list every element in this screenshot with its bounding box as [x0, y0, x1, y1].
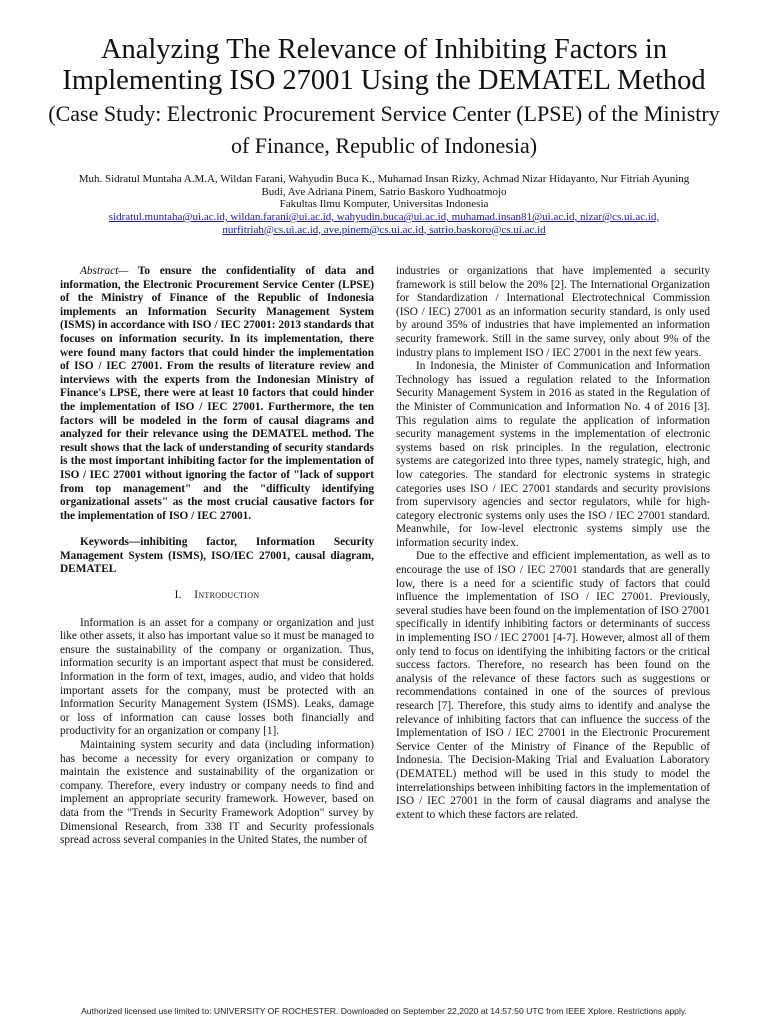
right-paragraph-2: In Indonesia, the Minister of Communication and Information Technology has issued a regulation related to the Information Security Management System in 2016 as stated in the Regulation of the Minister of Communication and Information No. 4 of 2016 [3]. This regulation aims to regulate the application of information security management systems in the implementation of electronic systems based on risk principles. In the regulation, electronic systems are categorized into three types, namely strategic, high, and low categories. The standard for electronic systems in strategic categories uses ISO / IEC 27001 standards and security provisions from supervisory agencies and sector regulators, while for high-category electronic systems only uses the ISO / IEC 27001 standard. Meanwhile, for low-level electronic systems simply use the information security index. [396, 360, 710, 549]
section-heading [60, 589, 374, 603]
abstract [60, 265, 374, 523]
email-links-line-1[interactable]: sidratul.muntaha@ui.ac.id, wildan.farani@ui.ac.id, wahyudin.buca@ui.ac.id, muhamad.insan81@ui.ac.id, nizar@cs.ui.ac.id, [108, 211, 660, 223]
email-links-line-2[interactable]: nurfitriah@cs.ui.ac.id, ave.pinem@cs.ui.ac.id, satrio.baskoro@cs.ui.ac.id [222, 223, 546, 236]
left-column [60, 265, 374, 848]
email-block [70, 211, 698, 236]
right-paragraph-3: Due to the effective and efficient implementation, as well as to encourage the use of ISO / IEC 27001 standards that are generally low, there is a need for a scientific study of factors that could influence the implementation of ISO / IEC 27001. Previously, several studies have been found on the implementation of ISO 27001 specifically in identify inhibiting factors or determinants of success in implementing ISO / IEC 27001 [4-7]. However, almost all of them only tend to focus on identifying the inhibiting factors or the critical success factors. Therefore, no research has been found on the analysis of the relevance of these factors such as suggestions or recommendations contained in one of the sources of previous research [7]. Therefore, this study aims to identify and analyse the relevance of inhibiting factors that can influence the success of the Implementation of ISO / IEC 27001 in the Electronic Procurement Service Center of the Ministry of Finance of the Republic of Indonesia. The Decision-Making Trial and Evaluation Laboratory (DEMATEL) method will be used in this study to model the interrelationships between inhibiting factors in the implementation of ISO / IEC 27001 in the form of causal diagrams and analyse the extent to which these factors are related. [396, 550, 710, 821]
section-title: Introduction [194, 589, 260, 602]
abstract-label: Abstract— [80, 265, 129, 277]
intro-paragraph-1: Information is an asset for a company or organization and just like other assets, it also has important value so it must be managed to ensure the sustainability of the company or organization. Thus, information security is an important aspect that must be considered. Information in the form of text, images, audio, and video that holds important assets for the company, must be protected with an Information Security Management System (ISMS). Leaks, damage or loss of information can cause losses both financially and productivity for an organization or company [1]. [60, 616, 374, 738]
affiliation: Fakultas Ilmu Komputer, Universitas Indonesia [279, 198, 489, 210]
right-column [396, 265, 710, 822]
title-subtitle: (Case Study: Electronic Procurement Service Center (LPSE) of the Ministry of Finance, Republic of Indonesia) [48, 101, 720, 158]
keywords: Keywords—inhibiting factor, Information Security Management System (ISMS), ISO/IEC 27001, causal diagram, DEMATEL [60, 536, 374, 576]
right-paragraph-1: industries or organizations that have implemented a security framework is still below the 20% [2]. The International Organization for Standardization / International Electrotechnical Commission (ISO / IEC) 27001 as an information security standard, is only used by around 35% of industries that have implemented an information security framework. Still in the same survey, only about 9% of the industry plans to implement ISO / IEC 27001 in the next few years. [396, 265, 710, 359]
title-main: Analyzing The Relevance of Inhibiting Factors in Implementing ISO 27001 Using the DEMATEL Method [62, 34, 706, 96]
author-list: Muh. Sidratul Muntaha A.M.A, Wildan Farani, Wahyudin Buca K., Muhamad Insan Rizky, Achmad Nizar Hidayanto, Nur Fitriah Ayuning Budi, Ave Adriana Pinem, Satrio Baskoro Yudhoatmojo [78, 173, 690, 198]
author-block [70, 173, 698, 211]
abstract-text: To ensure the confidentiality of data and information, the Electronic Procurement Service Center (LPSE) of the Ministry of Finance of the Republic of Indonesia implements an Information Security Management System (ISMS) in accordance with ISO / IEC 27001: 2013 standards that focuses on information security. In its implementation, there were found many factors that could hinder the implementation of ISO / IEC 27001. From the results of literature review and interviews with the experts from the Indonesian Ministry of Finance's LPSE, there were at least 10 factors that could hinder the implementation of ISO / IEC 27001. Furthermore, the ten factors will be modeled in the form of causal diagrams and analyzed for their relevance using the DEMATEL method. The result shows that the lack of understanding of security standards is the most important inhibiting factor for the implementation of ISO / IEC 27001 without ignoring the factor of "lack of support from top management" and the "difficulty identifying organizational assets" as the most crucial causative factors for the implementation of ISO / IEC 27001. [60, 265, 374, 522]
license-footer: Authorized licensed use limited to: UNIVERSITY OF ROCHESTER. Downloaded on September 22,2020 at 14:57:50 UTC from IEEE Xplore. Restrictions apply. [81, 1006, 687, 1016]
paper-title [40, 34, 728, 161]
intro-paragraph-2: Maintaining system security and data (including information) has become a necessity for every organization or company to maintain the existence and sustainability of the organization or company. Therefore, every industry or company needs to find and implement an appropriate security framework. However, based on data from the "Trends in Security Framework Adoption" survey by Dimensional Research, from 338 IT and Security professionals spread across several companies in the United States, the number of [60, 739, 374, 847]
section-number: I. [174, 589, 182, 602]
